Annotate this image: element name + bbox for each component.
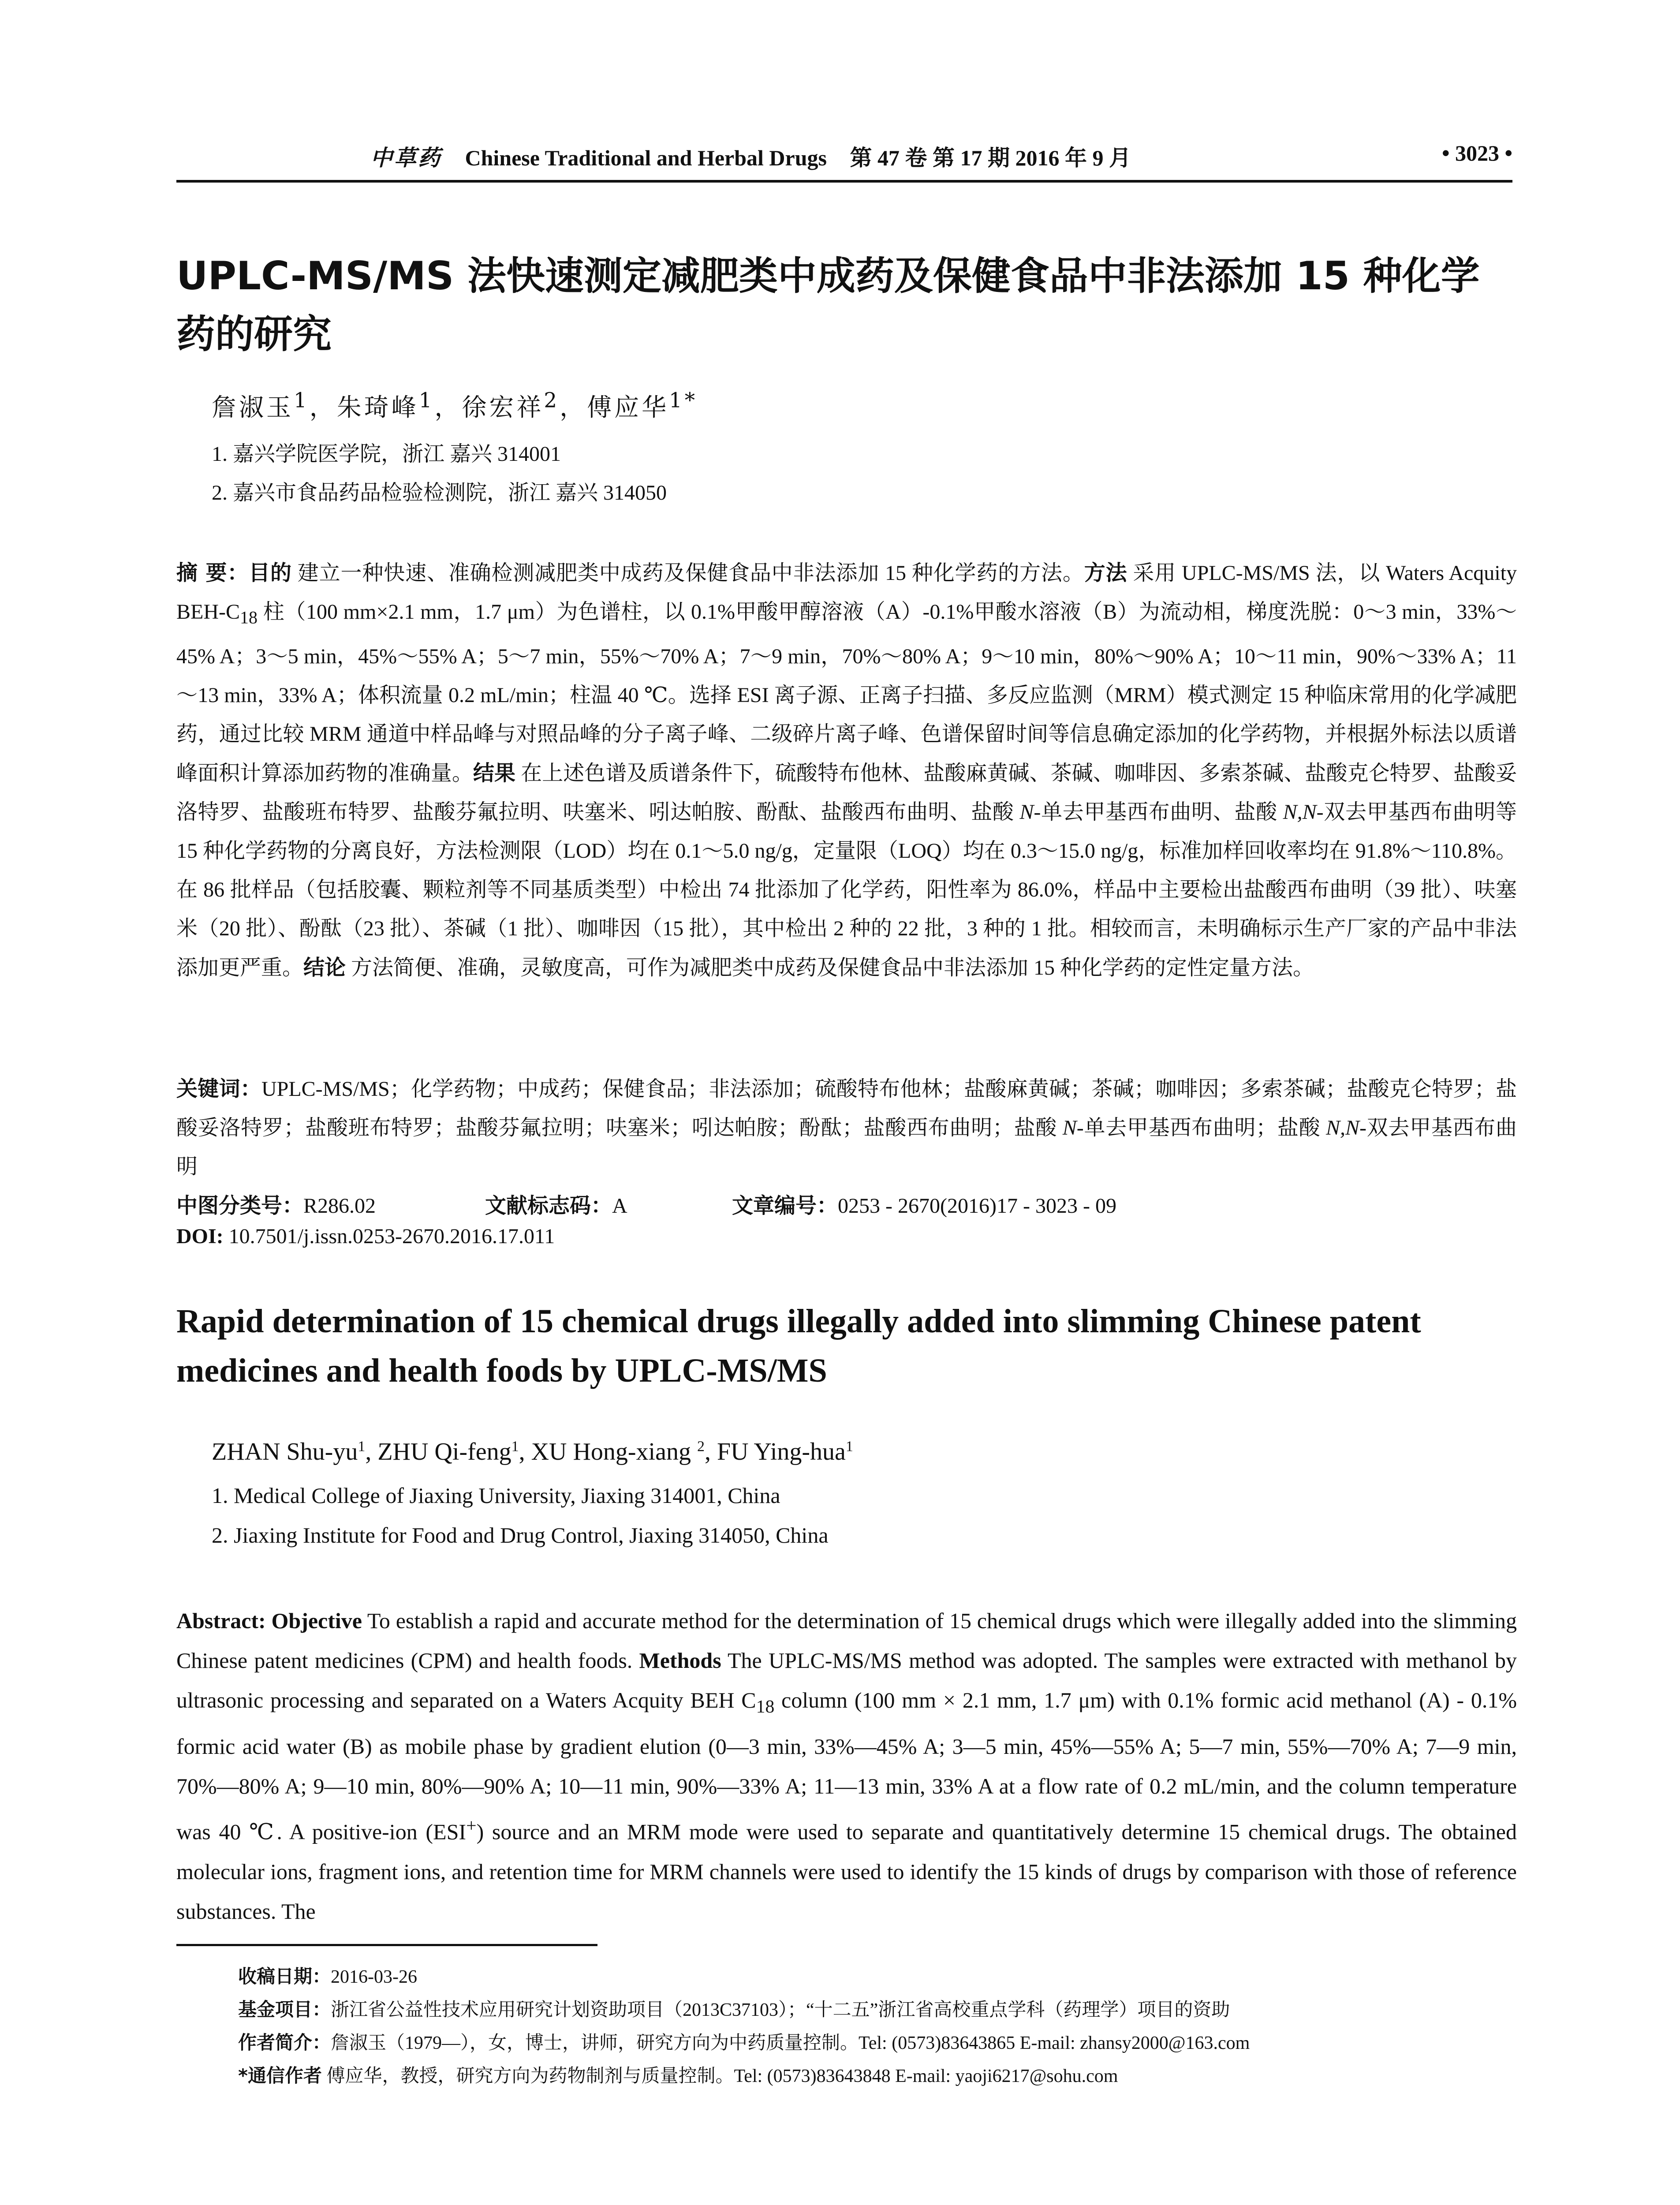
en-author: XU Hong-xiang [531,1438,697,1465]
footnote-divider [176,1944,597,1946]
objective-label: 目的 [249,561,292,585]
methods-text: ) source and an MRM mode were used to separate and quantitatively determine 15 chemical drugs. The obtained molecular ions, fragment ions, and retention time for MRM channels were used to identify the 15 kinds of drugs by comparison with those of reference substances. The [176,1819,1517,1924]
cn-author: 詹淑玉 [212,393,294,422]
clc-value: R286.02 [303,1194,376,1218]
fund-label: 基金项目： [238,1999,331,2020]
en-author: FU Ying-hua [717,1438,846,1465]
abstract-objective-label: Abstract: Objective [176,1608,362,1633]
keywords-text: -双去甲基西布曲明 [176,1116,1517,1178]
author-separator: ， [560,393,587,422]
author-separator: , [519,1438,531,1465]
author-affil-mark: 1 [511,1438,519,1455]
corr-text: 傅应华，教授，研究方向为药物制剂与质量控制。Tel: (0573)83643848 E-mail: yaoji6217@sohu.com [321,2066,1118,2086]
doc-value: A [612,1194,627,1218]
doi [176,1224,555,1248]
subscript: 18 [240,607,258,628]
cn-abstract [176,553,1517,987]
italic-nn: N,N [1283,800,1317,824]
author-affil-mark: 1 [294,389,310,413]
keywords-label: 关键词： [176,1076,261,1101]
author-affil-mark: 1* [669,389,698,413]
footnote-received [238,1960,1517,1993]
objective-text: To establish a rapid and accurate method for the determination of 15 chemical drugs which were illegally added into the slimming Chinese patent medicines (CPM) and health foods. [176,1608,1517,1673]
issue-info: 第 47 卷 第 17 期 2016 年 9 月 [850,146,1131,170]
fund-text: 浙江省公益性技术应用研究计划资助项目（2013C37103）；“十二五”浙江省高校重点学科（药理学）项目的资助 [331,2000,1230,2020]
abstract-label: 摘 要： [176,561,249,585]
running-header [176,140,1512,183]
document-code [485,1186,732,1226]
methods-text: 柱（100 mm×2.1 mm，1.7 μm）为色谱柱，以 0.1%甲酸甲醇溶液（A）-0.1%甲酸水溶液（B）为流动相，梯度洗脱：0～3 min，33%～45% A；3～5 min，45%～55% A；5～7 min，55%～70% A；7～9 min，70%～80% A；9～10 min，80%～90% A；10～11 min，90%～33% A；11～13 min，33% A；体积流量 0.2 mL/min；柱温 40 ℃。选择 ESI 离子源、正离子扫描、多反应监测（MRM）模式测定 15 种临床常用的化学减肥药，通过比较 MRM 通道中样品峰与对照品峰的分子离子峰、二级碎片离子峰、色谱保留时间等信息确定添加的化学药物，并根据外标法以质谱峰面积计算添加药物的准确量。 [176,600,1517,785]
en-author: ZHAN Shu-yu [212,1438,358,1465]
results-text: -双去甲基西布曲明等 15 种化学药物的分离良好，方法检测限（LOD）均在 0.1～5.0 ng/g，定量限（LOQ）均在 0.3～15.0 ng/g，标准加样回收率均在 91.8%～110.8%。在 86 批样品（包括胶囊、颗粒剂等不同基质类型）中检出 74 批添加了化学药，阳性率为 86.0%，样品中主要检出盐酸西布曲明（39 批）、呋塞米（20 批）、酚酞（23 批）、茶碱（1 批）、咖啡因（15 批），其中检出 2 种的 22 批，3 种的 1 批。相较而言，未明确标示生产厂家的产品中非法添加更严重。 [176,800,1517,979]
bio-text: 詹淑玉（1979—），女，博士，讲师，研究方向为中药质量控制。Tel: (0573)83643865 E-mail: zhansy2000@163.com [331,2033,1250,2053]
cn-author: 朱琦峰 [336,393,419,422]
page-number: • 3023 • [1441,141,1512,165]
en-title: Rapid determination of 15 chemical drugs illegally added into slimming Chinese patent medicines and health foods by UPLC-MS/MS [176,1303,1421,1389]
author-separator: ， [434,393,462,422]
footnotes [238,1960,1517,2093]
author-separator: , [704,1438,717,1465]
bio-label: 作者简介： [238,2032,331,2053]
author-affil-mark: 2 [544,389,560,413]
cn-affiliation-1: 1. 嘉兴学院医学院，浙江 嘉兴 314001 [212,442,561,466]
italic-n: N [1019,800,1034,824]
author-separator: ， [309,393,337,422]
cn-author: 傅应华 [587,393,669,422]
results-label: 结果 [473,760,516,785]
author-separator: , [365,1438,378,1465]
superscript: + [466,1816,477,1836]
en-affiliation-1: 1. Medical College of Jiaxing University, Jiaxing 314001, China [212,1483,780,1508]
footnote-corresponding [238,2059,1517,2093]
methods-label: 方法 [1084,561,1127,585]
methods-label: Methods [639,1648,721,1673]
en-author-list [212,1438,853,1466]
clc-number [176,1186,485,1226]
methods-text: column (100 mm × 2.1 mm, 1.7 μm) with 0.1% formic acid methanol (A) - 0.1% formic acid water (B) as mobile phase by gradient elution (0—3 min, 33%—45% A; 3—5 min, 45%—55% A; 5—7 min, 55%—70% A; 7—9 min, 70%—80% A; 9—10 min, 80%—90% A; 10—11 min, 90%—33% A; 11—13 min, 33% A at a flow rate of 0.2 mL/min, and the column temperature was 40 ℃. A positive-ion (ESI [176,1688,1517,1844]
doi-label: DOI: [176,1225,224,1248]
subscript: 18 [756,1697,775,1717]
art-label: 文章编号： [732,1193,838,1218]
objective-text: 建立一种快速、准确检测减肥类中成药及保健食品中非法添加 15 种化学药的方法。 [291,561,1084,585]
cn-affiliation-2: 2. 嘉兴市食品药品检验检测院，浙江 嘉兴 314050 [212,481,667,505]
conclusion-text: 方法简便、准确，灵敏度高，可作为减肥类中成药及保健食品中非法添加 15 种化学药的定性定量方法。 [346,956,1314,979]
art-value: 0253 - 2670(2016)17 - 3023 - 09 [838,1194,1116,1218]
author-affil-mark: 2 [697,1438,705,1455]
cn-author-list [212,388,698,423]
italic-nn: N,N [1326,1116,1360,1140]
cn-title: UPLC-MS/MS 法快速测定减肥类中成药及保健食品中非法添加 15 种化学药的研究 [176,253,1480,357]
journal-name-en: Chinese Traditional and Herbal Drugs [465,146,827,170]
methods-text: 采用 UPLC-MS/MS 法，以 Waters Acquity BEH-C [176,561,1517,624]
conclusion-label: 结论 [303,955,346,980]
methods-text: The UPLC-MS/MS method was adopted. The samples were extracted with methanol by ultrasonic processing and separated on a Waters Acquity BEH C [176,1648,1517,1712]
footnote-fund [238,1993,1517,2026]
author-affil-mark: 1 [358,1438,366,1455]
cn-keywords [176,1069,1517,1186]
journal-logo-cn: 中草药 [370,146,442,170]
doc-label: 文献标志码： [485,1193,612,1218]
keywords-text: -单去甲基西布曲明；盐酸 [1076,1116,1326,1140]
author-affil-mark: 1 [845,1438,853,1455]
received-date: 2016-03-26 [331,1967,417,1987]
corr-label: *通信作者 [238,2065,322,2086]
classification-line [176,1186,1517,1226]
italic-n: N [1062,1116,1077,1140]
cn-author: 徐宏祥 [462,393,544,422]
footnote-bio [238,2026,1517,2059]
journal-name [370,140,1131,172]
clc-label: 中图分类号： [176,1193,304,1218]
author-affil-mark: 1 [418,389,435,413]
results-text: 在上述色谱及质谱条件下，硫酸特布他林、盐酸麻黄碱、茶碱、咖啡因、多索茶碱、盐酸克仑特罗、盐酸妥洛特罗、盐酸班布特罗、盐酸芬氟拉明、呋塞米、吲达帕胺、酚酞、盐酸西布曲明、盐酸 [176,761,1517,824]
keywords-text: UPLC-MS/MS；化学药物；中成药；保健食品；非法添加；硫酸特布他林；盐酸麻黄碱；茶碱；咖啡因；多索茶碱；盐酸克仑特罗；盐酸妥洛特罗；盐酸班布特罗；盐酸芬氟拉明；呋塞米；吲达帕胺；酚酞；盐酸西布曲明；盐酸 [176,1077,1517,1140]
received-label: 收稿日期： [238,1966,331,1987]
en-affiliation-2: 2. Jiaxing Institute for Food and Drug Control, Jiaxing 314050, China [212,1523,829,1547]
article-number [732,1186,1116,1226]
en-author: ZHU Qi-feng [377,1438,511,1465]
doi-link[interactable]: 10.7501/j.issn.0253-2670.2016.17.011 [223,1225,555,1248]
results-text: -单去甲基西布曲明、盐酸 [1034,800,1283,824]
en-abstract [176,1601,1517,1931]
